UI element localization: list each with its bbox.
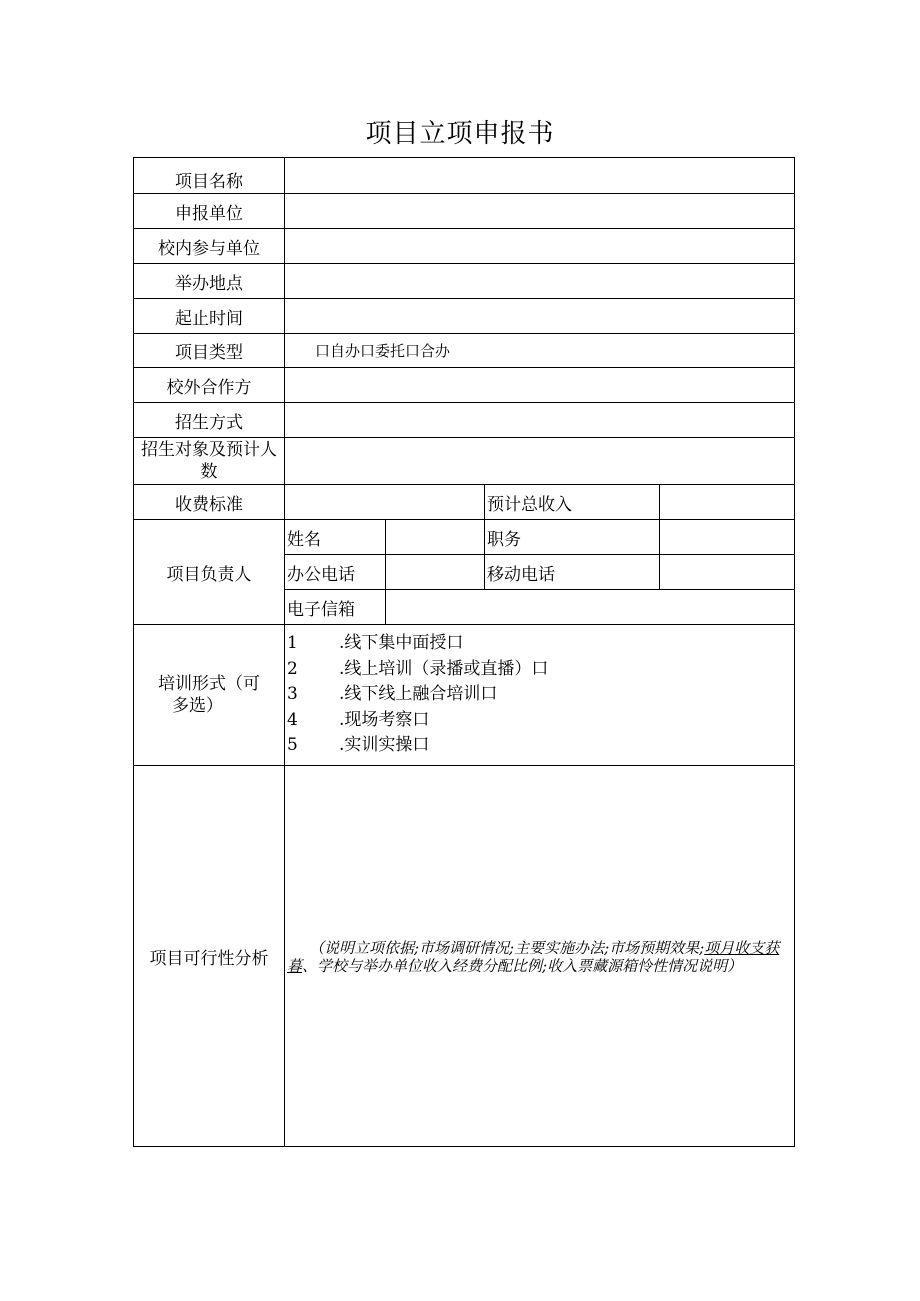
field-fee-standard[interactable] [285,485,485,520]
label-leader: 项目负责人 [134,520,285,625]
training-option[interactable] [287,682,792,708]
project-type-options[interactable]: 口自办口委托口合办 [315,342,451,360]
label-office-phone: 办公电话 [285,555,386,590]
field-mobile-phone[interactable] [660,555,795,590]
field-leader-position[interactable] [660,520,795,555]
label-email: 电子信箱 [285,590,386,625]
training-option-num: 2 [287,658,298,679]
training-option[interactable] [287,733,792,759]
label-target-line2: 数 [200,462,218,482]
label-feasibility: 项目可行性分析 [134,766,285,1147]
label-training-line2: 多选） [172,696,223,716]
field-external-partner[interactable] [285,368,795,403]
training-option-text: .线下线上融合培训口 [339,684,498,705]
field-office-phone[interactable] [386,555,485,590]
label-leader-name: 姓名 [285,520,386,555]
field-leader-name[interactable] [386,520,485,555]
field-feasibility[interactable] [285,766,795,1147]
label-leader-position: 职务 [485,520,660,555]
field-enrollment-method[interactable] [285,403,795,438]
field-venue[interactable] [285,264,795,299]
label-applicant-unit: 申报单位 [134,194,285,229]
field-target-audience[interactable] [285,438,795,485]
row-enrollment-method [134,403,795,438]
label-target-audience [134,438,285,485]
row-training-form [134,625,795,766]
training-option-num: 5 [287,735,298,756]
label-project-name: 项目名称 [134,158,285,194]
row-external-partner [134,368,795,403]
training-option-text: .现场考察口 [339,709,430,730]
training-option[interactable] [287,708,792,734]
row-project-type [134,334,795,368]
application-form-table [133,157,795,1147]
label-enrollment-method: 招生方式 [134,403,285,438]
row-period [134,299,795,334]
feasibility-note-part1: （说明立项依据;市场调研情况;主要实施办法;市场预期效果; [309,939,705,957]
label-venue: 举办地点 [134,264,285,299]
page-title: 项目立项申报书 [365,119,555,149]
field-expected-income[interactable] [660,485,795,520]
training-option-text: .线下集中面授口 [339,633,464,654]
field-period[interactable] [285,299,795,334]
training-option-text: .实训实操口 [339,735,430,756]
row-feasibility [134,766,795,1147]
training-option[interactable] [287,631,792,657]
feasibility-note [287,937,792,975]
field-project-name[interactable] [285,158,795,194]
row-leader-name [134,520,795,555]
field-email[interactable] [386,590,795,625]
field-internal-units[interactable] [285,229,795,264]
label-training-form [134,625,285,766]
training-option-num: 4 [287,709,298,730]
label-external-partner: 校外合作方 [134,368,285,403]
training-options-list [285,625,795,766]
training-option-text: .线上培训（录播或直播）口 [339,658,549,679]
label-fee-standard: 收费标准 [134,485,285,520]
label-expected-income: 预计总收入 [485,485,660,520]
field-project-type[interactable] [285,334,795,368]
row-internal-units [134,229,795,264]
feasibility-note-part3: 、学校与举办单位收入经费分配比例;收入票藏源箱怜性情况说明） [302,957,743,975]
label-mobile-phone: 移动电话 [485,555,660,590]
field-applicant-unit[interactable] [285,194,795,229]
label-target-line1: 招生对象及预计人 [141,440,277,460]
training-option[interactable] [287,657,792,683]
row-project-name [134,158,795,194]
training-option-num: 1 [287,633,298,654]
row-fee [134,485,795,520]
row-target-audience [134,438,795,485]
label-period: 起止时间 [134,299,285,334]
label-project-type: 项目类型 [134,334,285,368]
row-applicant-unit [134,194,795,229]
training-option-num: 3 [287,684,298,705]
label-internal-units: 校内参与单位 [134,229,285,264]
feasibility-note-part2: 项月收支获暮 [287,939,780,975]
label-training-line1: 培训形式（可 [158,674,260,694]
row-venue [134,264,795,299]
